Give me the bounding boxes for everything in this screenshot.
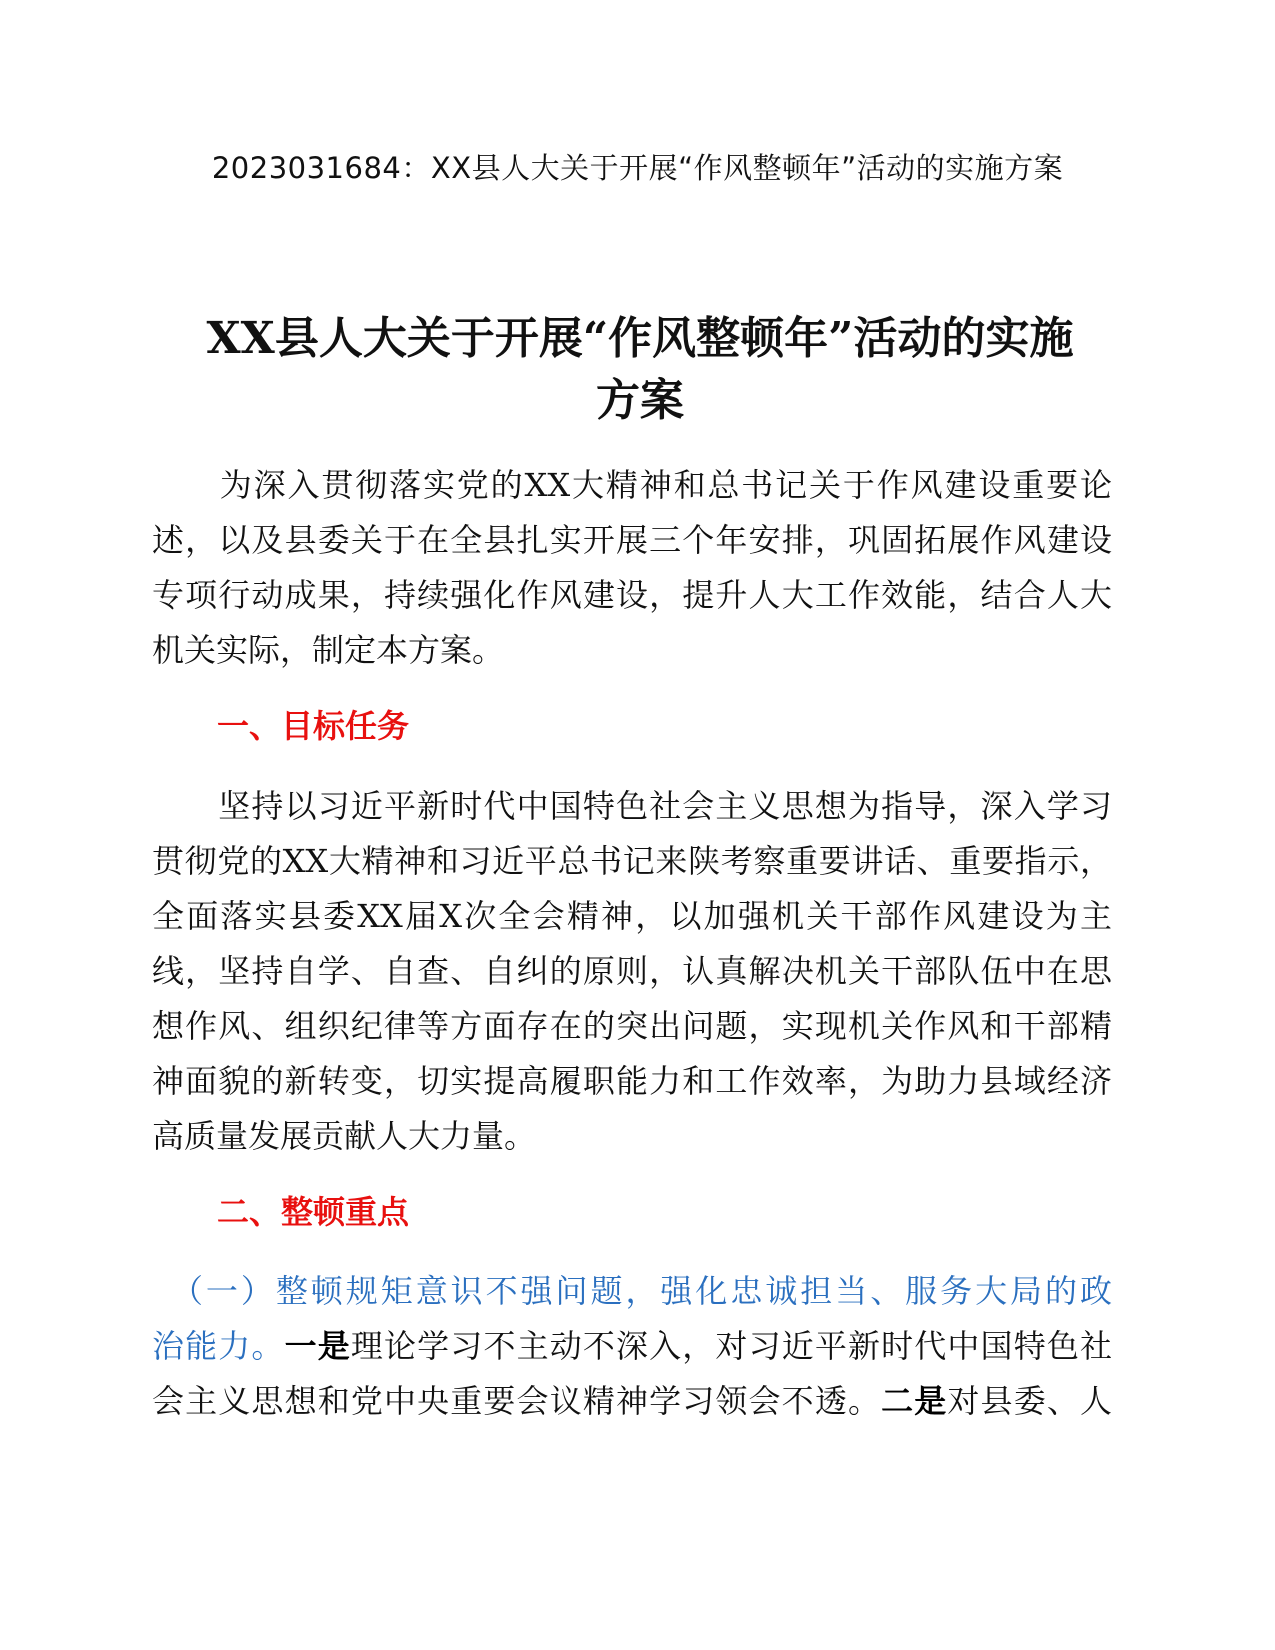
document-id-line: 2023031684：XX县人大关于开展“作风整顿年”活动的实施方案 <box>211 151 1064 185</box>
subsection-1-title: （一）整顿规矩意识不强问题，强化忠诚担当、服务大局的政 <box>152 1272 1112 1310</box>
section-1-heading: 一、目标任务 <box>217 707 410 745</box>
point-one-marker: 一是 <box>284 1327 351 1365</box>
point-one-text: 理论学习不主动不深入，对习近平新时代中国特色社 <box>350 1327 1112 1365</box>
section-1-line: 想作风、组织纪律等方面存在的突出问题，实现机关作风和干部精 <box>152 1007 1112 1045</box>
subsection-1-line <box>152 1319 1112 1374</box>
intro-line: 机关实际，制定本方案。 <box>152 631 505 669</box>
section-1-line: 神面貌的新转变，切实提高履职能力和工作效率，为助力县域经济 <box>152 1062 1112 1100</box>
intro-line: 专项行动成果，持续强化作风建设，提升人大工作效能，结合人大 <box>152 576 1112 614</box>
section-2-heading: 二、整顿重点 <box>217 1193 410 1231</box>
section-1-line: 线，坚持自学、自查、自纠的原则，认真解决机关干部队伍中在思 <box>152 952 1112 990</box>
intro-paragraph <box>152 458 1112 678</box>
section-1-line: 全面落实县委XX届X次全会精神，以加强机关干部作风建设为主 <box>152 897 1112 935</box>
document-title <box>140 308 1140 432</box>
title-line-1: XX县人大关于开展“作风整顿年”活动的实施 <box>206 313 1074 364</box>
point-one-text-cont: 会主义思想和党中央重要会议精神学习领会不透。 <box>152 1382 882 1420</box>
point-two-marker: 二是 <box>881 1382 948 1420</box>
title-line-2: 方案 <box>596 375 684 426</box>
intro-line: 述，以及县委关于在全县扎实开展三个年安排，巩固拓展作风建设 <box>152 521 1112 559</box>
section-1-line: 坚持以习近平新时代中国特色社会主义思想为指导，深入学习 <box>152 787 1112 825</box>
subsection-1-title-end: 治能力。 <box>152 1327 285 1365</box>
subsection-1-line <box>152 1374 1112 1429</box>
intro-line: 为深入贯彻落实党的XX大精神和总书记关于作风建设重要论 <box>152 466 1112 504</box>
section-2-paragraph <box>152 1264 1112 1429</box>
section-1-paragraph <box>152 779 1112 1164</box>
point-two-text: 对县委、人 <box>947 1382 1112 1420</box>
section-1-line: 贯彻党的XX大精神和习近平总书记来陕考察重要讲话、重要指示， <box>152 842 1112 880</box>
section-1-line: 高质量发展贡献人大力量。 <box>152 1117 537 1155</box>
